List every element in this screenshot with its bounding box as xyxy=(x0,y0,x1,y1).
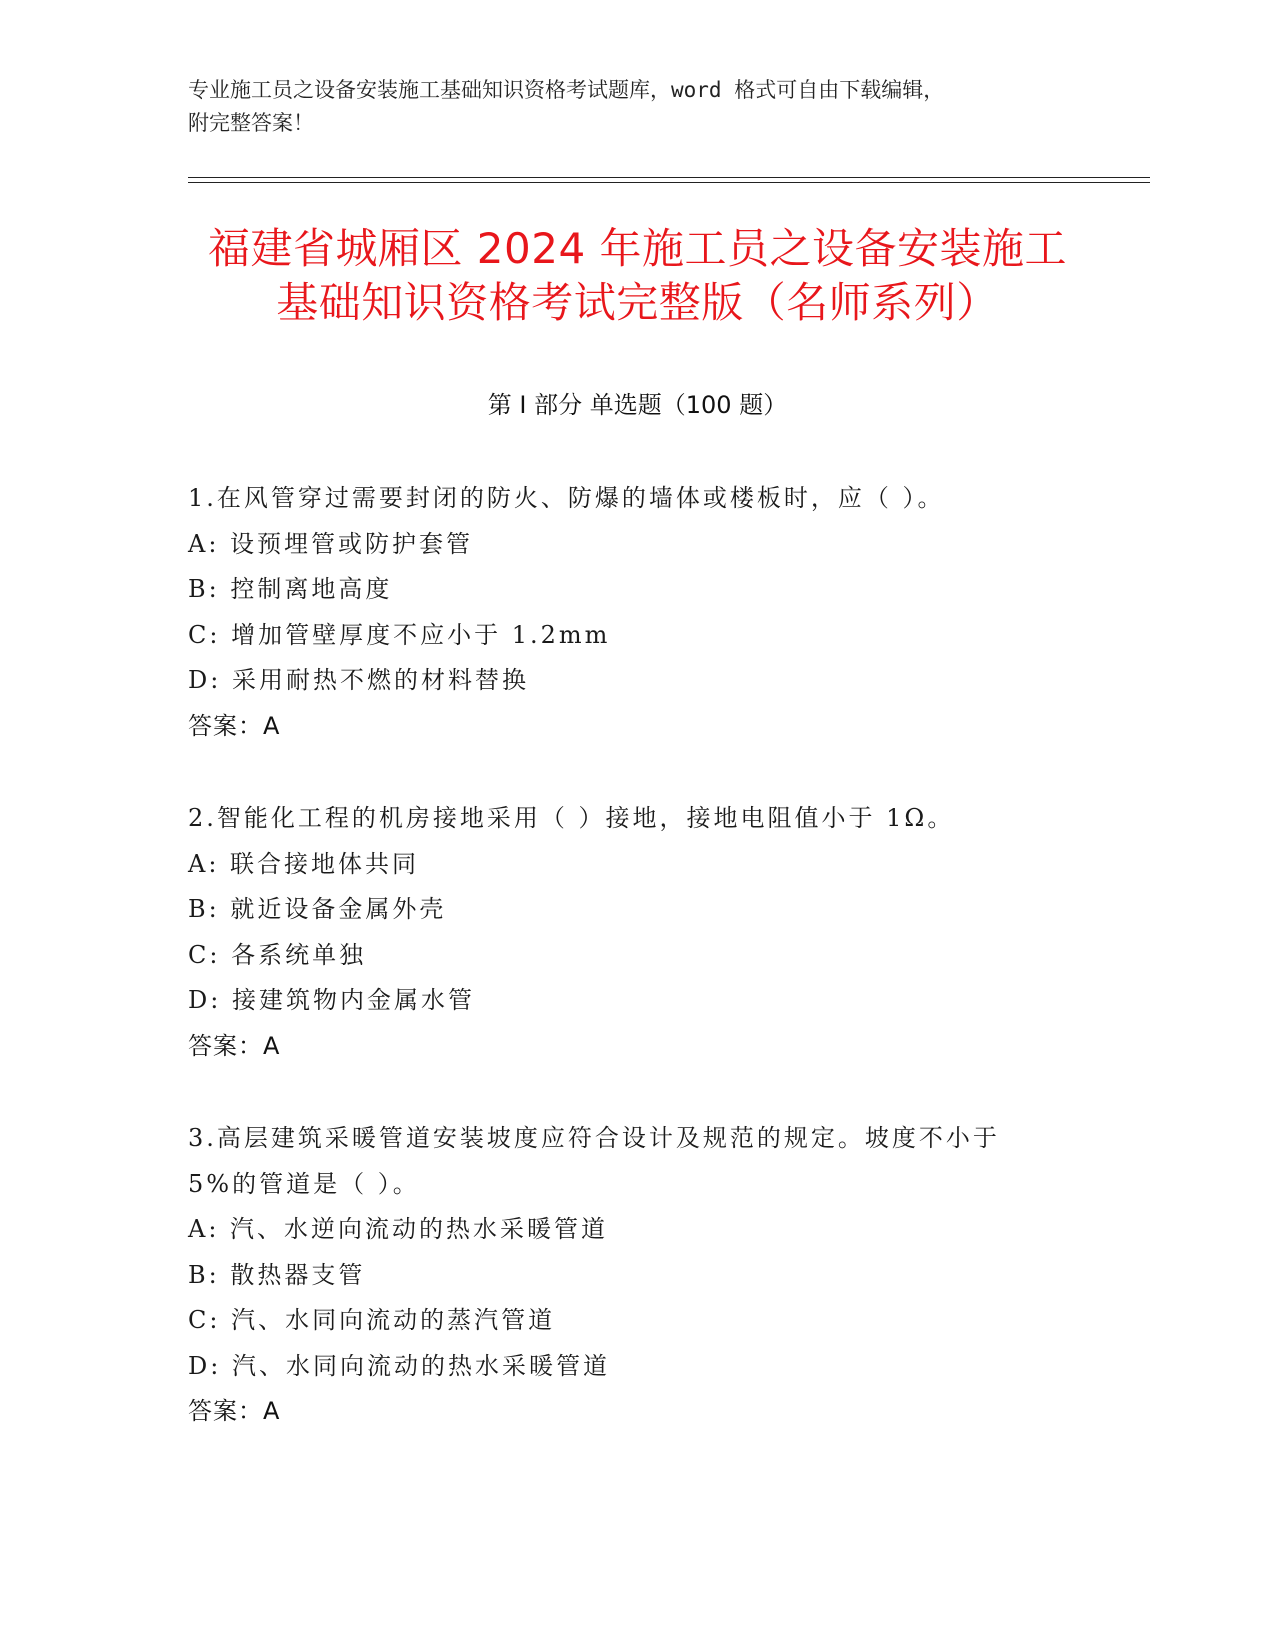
option-a: A: 设预埋管或防护套管 xyxy=(188,529,474,558)
option-c: C: 各系统单独 xyxy=(188,940,367,969)
header-note xyxy=(188,74,1088,140)
question-2 xyxy=(188,796,1088,1069)
header-note-line-2: 附完整答案！ xyxy=(188,111,314,135)
option-d: D: 汽、水同向流动的热水采暖管道 xyxy=(188,1351,610,1380)
question-1 xyxy=(188,476,1088,749)
answer: 答案：A xyxy=(188,1397,281,1425)
question-stem-line-1: 3.高层建筑采暖管道安装坡度应符合设计及规范的规定。坡度不小于 xyxy=(188,1124,1000,1152)
question-3 xyxy=(188,1116,1088,1435)
option-d: D: 接建筑物内金属水管 xyxy=(188,986,475,1014)
header-divider-top xyxy=(188,177,1150,178)
document-title xyxy=(150,222,1125,330)
section-heading: 第 I 部分 单选题（100 题） xyxy=(487,391,788,419)
question-list xyxy=(188,476,1088,1482)
option-d: D: 采用耐热不燃的材料替换 xyxy=(188,666,529,694)
question-stem: 1.在风管穿过需要封闭的防火、防爆的墙体或楼板时，应（ ）。 xyxy=(188,484,945,512)
question-stem: 2.智能化工程的机房接地采用（ ）接地，接地电阻值小于 1Ω。 xyxy=(188,804,955,832)
option-b: B: 就近设备金属外壳 xyxy=(188,895,447,923)
header-divider-bottom xyxy=(188,182,1150,183)
answer: 答案：A xyxy=(188,1031,281,1060)
option-c: C: 汽、水同向流动的蒸汽管道 xyxy=(188,1306,556,1334)
document-title-line-1: 福建省城厢区 2024 年施工员之设备安装施工 xyxy=(207,224,1068,273)
document-title-line-2: 基础知识资格考试完整版（名师系列） xyxy=(276,278,999,327)
option-a: A: 汽、水逆向流动的热水采暖管道 xyxy=(188,1215,609,1243)
option-a: A: 联合接地体共同 xyxy=(188,849,420,878)
question-stem-line-2: 5%的管道是（ ）。 xyxy=(188,1169,420,1198)
option-b: B: 控制离地高度 xyxy=(188,575,393,603)
option-b: B: 散热器支管 xyxy=(188,1260,366,1289)
header-note-line-1: 专业施工员之设备安装施工基础知识资格考试题库，word 格式可自由下载编辑， xyxy=(188,78,945,102)
answer: 答案：A xyxy=(188,711,281,740)
option-c: C: 增加管壁厚度不应小于 1.2mm xyxy=(188,620,611,649)
